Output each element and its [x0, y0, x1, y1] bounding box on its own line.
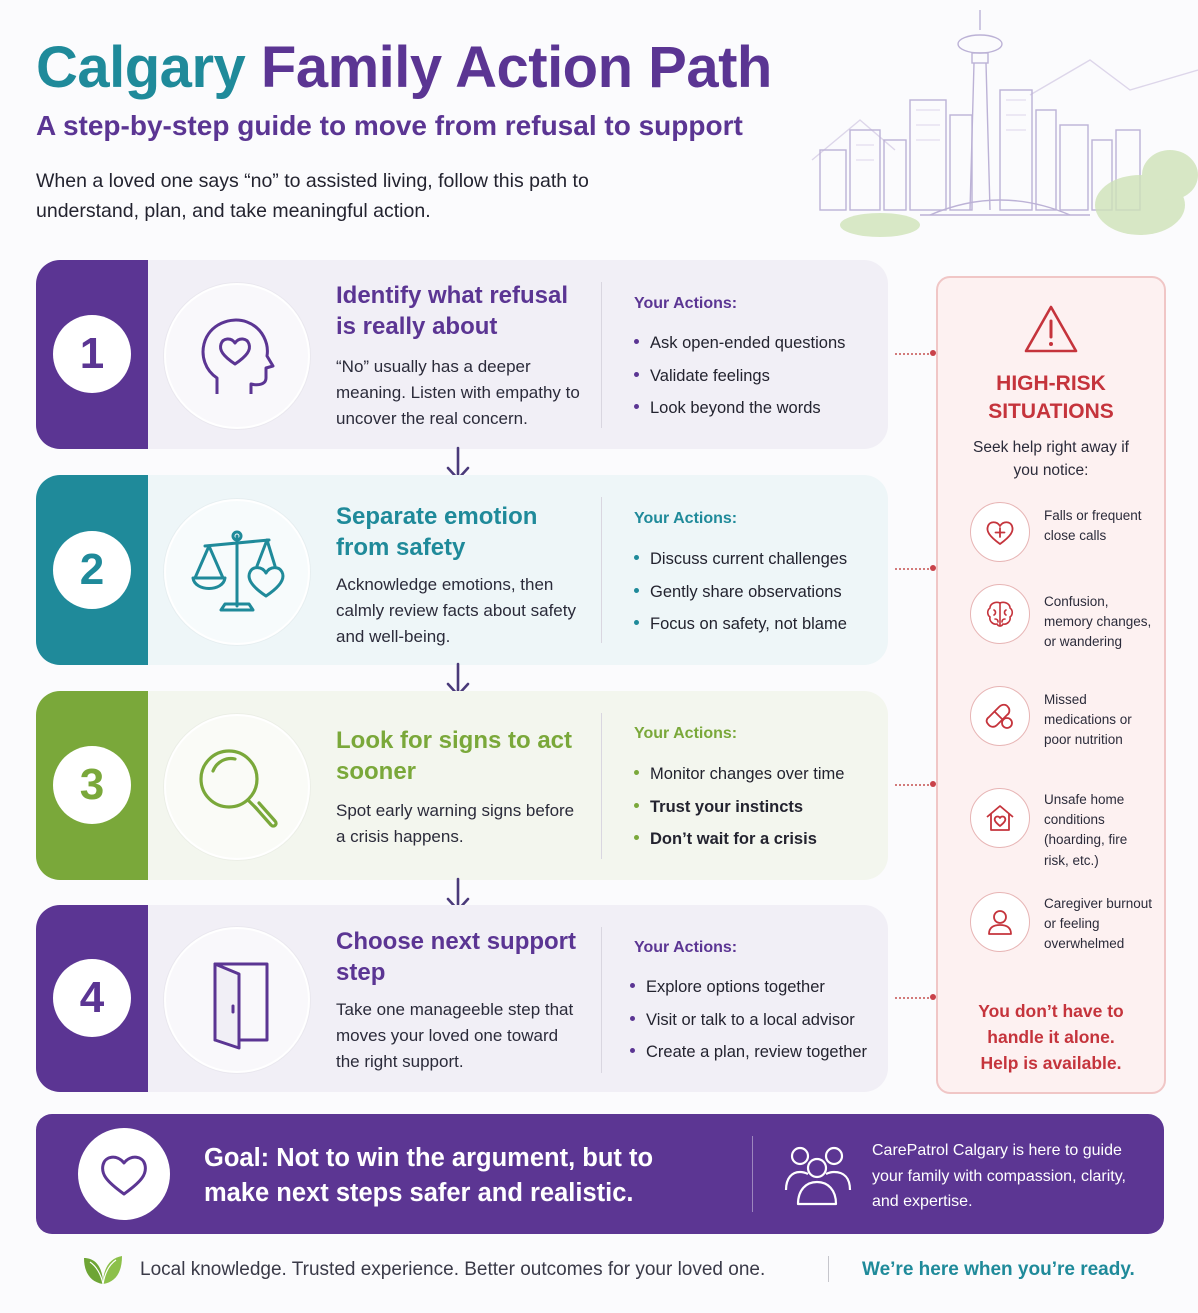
actions-list [630, 971, 867, 1069]
step-divider [601, 927, 602, 1073]
goal-text: Goal: Not to win the argument, but to make next steps safer and realistic. [204, 1144, 654, 1207]
risk-title: HIGH-RISK SITUATIONS [988, 372, 1114, 423]
risk-item-text: Unsafe home conditions (hoarding, fire risk, etc.) [1044, 792, 1128, 868]
step-icon-circle [164, 714, 310, 860]
risk-item-text: Caregiver burnout or feeling overwhelmed [1044, 896, 1153, 952]
footer-tagline: Local knowledge. Trusted experience. Better outcomes for your loved one. [140, 1259, 766, 1280]
high-risk-panel [936, 276, 1166, 1094]
step-card-2 [36, 475, 888, 665]
step-card-3 [36, 691, 888, 880]
actions-list [634, 758, 844, 856]
page-title [36, 34, 772, 101]
person-icon [984, 906, 1016, 938]
actions-list [634, 327, 845, 425]
risk-icon-circle [970, 584, 1030, 644]
action-item: Explore options together [630, 971, 867, 1004]
action-item: Don’t wait for a crisis [634, 823, 844, 856]
actions-list [634, 543, 847, 641]
risk-connector [895, 353, 933, 357]
risk-icon-circle [970, 686, 1030, 746]
action-item: Validate feelings [634, 360, 845, 393]
risk-icon-circle [970, 502, 1030, 562]
scales-heart-icon [187, 522, 287, 622]
risk-icon-circle [970, 892, 1030, 952]
title-city: Calgary [36, 35, 246, 100]
actions-heading: Your Actions: [634, 510, 738, 527]
step-number: 4 [53, 959, 131, 1037]
brain-icon [984, 598, 1016, 630]
action-item: Visit or talk to a local advisor [630, 1004, 867, 1037]
family-group-icon [782, 1142, 854, 1206]
risk-icon-circle [970, 788, 1030, 848]
action-item: Create a plan, review together [630, 1036, 867, 1069]
step-number: 1 [53, 315, 131, 393]
calgary-skyline-illustration [800, 0, 1198, 250]
step-title: Identify what refusal is really about [336, 282, 569, 340]
footer-divider [828, 1256, 829, 1282]
step-icon-circle [164, 499, 310, 645]
step-number: 2 [53, 531, 131, 609]
step-title: Look for signs to act sooner [336, 727, 573, 785]
action-item: Monitor changes over time [634, 758, 844, 791]
pill-icon [984, 700, 1016, 732]
risk-connector [895, 997, 933, 1001]
risk-subtitle: Seek help right away if you notice: [973, 439, 1129, 479]
step-description: Spot early warning signs before a crisis happens. [336, 801, 575, 846]
head-heart-icon [187, 306, 287, 406]
intro-text: When a loved one says “no” to assisted living, follow this path to understand, plan, and take meaningful action. [36, 170, 589, 222]
goal-banner [36, 1114, 1164, 1234]
action-item: Look beyond the words [634, 392, 845, 425]
house-heart-icon [984, 802, 1016, 834]
goal-divider [752, 1136, 753, 1212]
goal-icon-circle [78, 1128, 170, 1220]
step-title: Separate emotion from safety [336, 503, 538, 561]
step-icon-circle [164, 283, 310, 429]
title-main: Family Action Path [260, 35, 772, 100]
actions-heading: Your Actions: [634, 725, 738, 742]
action-item: Focus on safety, not blame [634, 608, 847, 641]
step-icon-circle [164, 927, 310, 1073]
step-card-4 [36, 905, 888, 1092]
goal-side-text: CarePatrol Calgary is here to guide your family with compassion, clarity, and expertise. [872, 1142, 1126, 1210]
risk-item-text: Confusion, memory changes, or wandering [1044, 594, 1152, 650]
risk-connector [895, 568, 933, 572]
magnifier-icon [187, 737, 287, 837]
page-subtitle: A step-by-step guide to move from refusal to support [36, 110, 743, 141]
footer-cta: We’re here when you’re ready. [862, 1259, 1135, 1280]
step-divider [601, 713, 602, 859]
step-title: Choose next support step [336, 928, 577, 986]
risk-footer: You don’t have to handle it alone. Help is available. [978, 1001, 1124, 1073]
step-divider [601, 282, 602, 428]
step-description: Take one manageeble step that moves your loved one toward the right support. [336, 1000, 574, 1071]
open-door-icon [187, 950, 287, 1050]
risk-item-text: Missed medications or poor nutrition [1044, 692, 1132, 748]
risk-item-text: Falls or frequent close calls [1044, 508, 1142, 544]
step-divider [601, 497, 602, 643]
step-description: “No” usually has a deeper meaning. Listen with empathy to uncover the real concern. [336, 357, 580, 428]
step-number: 3 [53, 746, 131, 824]
action-item: Gently share observations [634, 576, 847, 609]
leaf-icon [82, 1250, 124, 1286]
risk-connector [895, 784, 933, 788]
actions-heading: Your Actions: [634, 295, 738, 312]
warning-icon [1023, 304, 1079, 354]
step-card-1 [36, 260, 888, 449]
action-item: Trust your instincts [634, 791, 844, 824]
action-item: Discuss current challenges [634, 543, 847, 576]
heart-icon [98, 1150, 150, 1198]
step-description: Acknowledge emotions, then calmly review facts about safety and well-being. [336, 575, 576, 646]
action-item: Ask open-ended questions [634, 327, 845, 360]
heart-cross-icon [984, 516, 1016, 548]
actions-heading: Your Actions: [634, 939, 738, 956]
